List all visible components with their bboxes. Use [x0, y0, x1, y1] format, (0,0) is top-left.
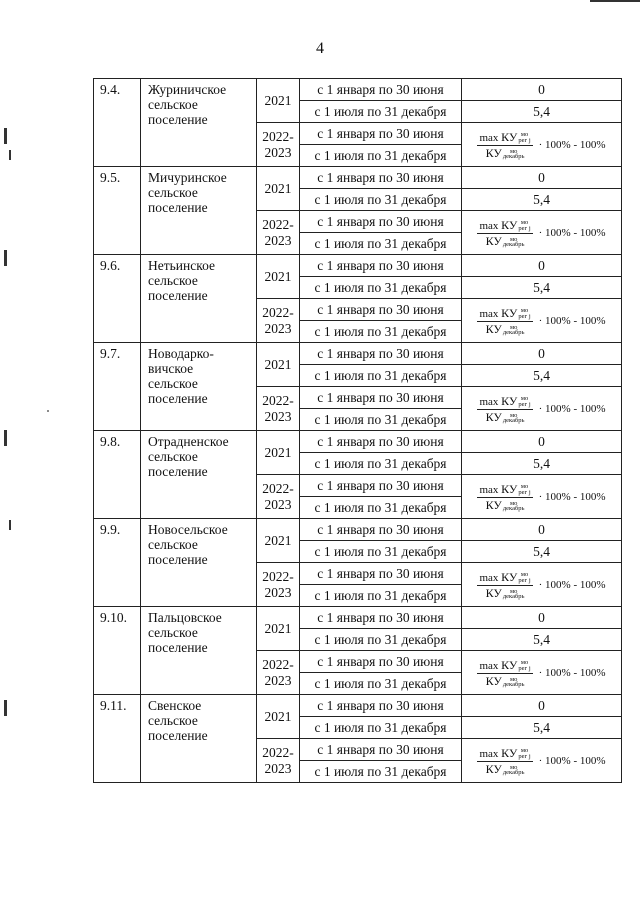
period-h1: с 1 января по 30 июня — [300, 79, 462, 101]
settlement-name: Отрадненское сельское поселение — [141, 431, 257, 519]
scan-edge-mark — [4, 430, 7, 446]
formula-sup: мо — [509, 675, 518, 683]
period-h1: с 1 января по 30 июня — [300, 387, 462, 409]
formula-ku: КУ — [501, 305, 518, 320]
row-number: 9.7. — [94, 343, 141, 431]
table-row — [94, 79, 622, 101]
year-2022-2023: 2022- 2023 — [257, 651, 300, 695]
value-h2: 5,4 — [462, 541, 622, 563]
formula-sub-reg: рег j — [518, 225, 531, 233]
formula-max: max — [479, 659, 499, 672]
formula-sub-december: декабрь — [502, 681, 525, 689]
table-row — [94, 343, 622, 365]
table-row — [94, 255, 622, 277]
formula-ku: КУ — [501, 481, 518, 496]
formula-sup: мо — [509, 411, 518, 419]
scan-edge-mark — [4, 128, 7, 144]
period-h2: с 1 июля по 31 декабря — [300, 321, 462, 343]
value-h1: 0 — [462, 431, 622, 453]
formula-max: max — [479, 571, 499, 584]
period-h2: с 1 июля по 31 декабря — [300, 673, 462, 695]
formula-ku: КУ — [485, 322, 502, 336]
formula-tail: · 100% - 100% — [538, 667, 606, 680]
formula-sup: мо — [520, 131, 529, 139]
row-number: 9.6. — [94, 255, 141, 343]
value-h2: 5,4 — [462, 629, 622, 651]
table-row — [94, 519, 622, 541]
period-h1: с 1 января по 30 июня — [300, 607, 462, 629]
row-number: 9.4. — [94, 79, 141, 167]
period-h2: с 1 июля по 31 декабря — [300, 101, 462, 123]
period-h2: с 1 июля по 31 декабря — [300, 761, 462, 783]
period-h2: с 1 июля по 31 декабря — [300, 717, 462, 739]
period-h1: с 1 января по 30 июня — [300, 431, 462, 453]
formula-sub-reg: рег j — [518, 489, 531, 497]
period-h1: с 1 января по 30 июня — [300, 123, 462, 145]
index-formula — [462, 475, 622, 519]
period-h2: с 1 июля по 31 декабря — [300, 277, 462, 299]
formula-tail: · 100% - 100% — [538, 579, 606, 592]
settlement-name: Журиничское сельское поселение — [141, 79, 257, 167]
index-formula — [462, 563, 622, 607]
index-formula — [462, 211, 622, 255]
value-h1: 0 — [462, 607, 622, 629]
settlement-name: Свенское сельское поселение — [141, 695, 257, 783]
formula-sub-reg: рег j — [518, 137, 531, 145]
period-h1: с 1 января по 30 июня — [300, 475, 462, 497]
settlement-name: Нетьинское сельское поселение — [141, 255, 257, 343]
formula-sup: мо — [520, 571, 529, 579]
formula-sup: мо — [509, 587, 518, 595]
year-2022-2023: 2022- 2023 — [257, 475, 300, 519]
index-formula — [462, 299, 622, 343]
period-h2: с 1 июля по 31 декабря — [300, 409, 462, 431]
formula-tail: · 100% - 100% — [538, 315, 606, 328]
formula-tail: · 100% - 100% — [538, 755, 606, 768]
year-2022-2023: 2022- 2023 — [257, 211, 300, 255]
formula-sub-december: декабрь — [502, 769, 525, 777]
formula-sub-december: декабрь — [502, 329, 525, 337]
period-h1: с 1 января по 30 июня — [300, 211, 462, 233]
row-number: 9.5. — [94, 167, 141, 255]
value-h1: 0 — [462, 695, 622, 717]
formula-tail: · 100% - 100% — [538, 491, 606, 504]
formula-max: max — [479, 219, 499, 232]
scan-edge-mark — [4, 700, 7, 716]
settlement-name: Мичуринское сельское поселение — [141, 167, 257, 255]
formula-tail: · 100% - 100% — [538, 139, 606, 152]
table-row — [94, 607, 622, 629]
period-h1: с 1 января по 30 июня — [300, 563, 462, 585]
period-h2: с 1 июля по 31 декабря — [300, 189, 462, 211]
formula-ku: КУ — [501, 745, 518, 760]
value-h2: 5,4 — [462, 453, 622, 475]
value-h1: 0 — [462, 167, 622, 189]
year-2021: 2021 — [257, 607, 300, 651]
formula-sup: мо — [509, 499, 518, 507]
value-h2: 5,4 — [462, 189, 622, 211]
tariff-table — [93, 78, 622, 783]
period-h2: с 1 июля по 31 декабря — [300, 541, 462, 563]
formula-max: max — [479, 747, 499, 760]
year-2021: 2021 — [257, 431, 300, 475]
formula-sub-reg: рег j — [518, 401, 531, 409]
formula-sub-december: декабрь — [502, 417, 525, 425]
formula-ku: КУ — [501, 129, 518, 144]
year-2021: 2021 — [257, 167, 300, 211]
formula-sub-december: декабрь — [502, 505, 525, 513]
tariff-table-body — [94, 79, 622, 783]
scan-edge-mark — [9, 520, 11, 530]
formula-sup: мо — [520, 747, 529, 755]
formula-sub-december: декабрь — [502, 593, 525, 601]
index-formula — [462, 387, 622, 431]
formula-sup: мо — [509, 147, 518, 155]
index-formula — [462, 651, 622, 695]
formula-sup: мо — [509, 763, 518, 771]
year-2021: 2021 — [257, 255, 300, 299]
year-2021: 2021 — [257, 519, 300, 563]
formula-sub-december: декабрь — [502, 241, 525, 249]
value-h1: 0 — [462, 343, 622, 365]
row-number: 9.11. — [94, 695, 141, 783]
table-row — [94, 695, 622, 717]
page-number: 4 — [316, 40, 324, 57]
period-h1: с 1 января по 30 июня — [300, 167, 462, 189]
value-h2: 5,4 — [462, 365, 622, 387]
formula-max: max — [479, 131, 499, 144]
period-h1: с 1 января по 30 июня — [300, 695, 462, 717]
formula-sup: мо — [520, 219, 529, 227]
scan-edge-mark — [4, 250, 7, 266]
row-number: 9.9. — [94, 519, 141, 607]
formula-tail: · 100% - 100% — [538, 403, 606, 416]
table-row — [94, 167, 622, 189]
period-h1: с 1 января по 30 июня — [300, 343, 462, 365]
period-h1: с 1 января по 30 июня — [300, 651, 462, 673]
formula-ku: КУ — [501, 393, 518, 408]
formula-sup: мо — [520, 659, 529, 667]
period-h2: с 1 июля по 31 декабря — [300, 365, 462, 387]
table-row — [94, 431, 622, 453]
settlement-name: Пальцовское сельское поселение — [141, 607, 257, 695]
formula-sub-reg: рег j — [518, 753, 531, 761]
formula-ku: КУ — [485, 146, 502, 160]
formula-ku: КУ — [485, 674, 502, 688]
formula-ku: КУ — [485, 410, 502, 424]
formula-sup: мо — [520, 307, 529, 315]
formula-max: max — [479, 307, 499, 320]
value-h1: 0 — [462, 519, 622, 541]
formula-sup: мо — [509, 323, 518, 331]
formula-ku: КУ — [485, 762, 502, 776]
index-formula — [462, 739, 622, 783]
year-2022-2023: 2022- 2023 — [257, 387, 300, 431]
period-h1: с 1 января по 30 июня — [300, 519, 462, 541]
formula-ku: КУ — [501, 657, 518, 672]
formula-ku: КУ — [485, 234, 502, 248]
value-h2: 5,4 — [462, 277, 622, 299]
year-2022-2023: 2022- 2023 — [257, 299, 300, 343]
formula-max: max — [479, 395, 499, 408]
period-h2: с 1 июля по 31 декабря — [300, 497, 462, 519]
value-h2: 5,4 — [462, 101, 622, 123]
period-h1: с 1 января по 30 июня — [300, 255, 462, 277]
year-2022-2023: 2022- 2023 — [257, 739, 300, 783]
year-2021: 2021 — [257, 79, 300, 123]
year-2021: 2021 — [257, 343, 300, 387]
row-number: 9.8. — [94, 431, 141, 519]
period-h2: с 1 июля по 31 декабря — [300, 629, 462, 651]
value-h2: 5,4 — [462, 717, 622, 739]
period-h2: с 1 июля по 31 декабря — [300, 233, 462, 255]
period-h2: с 1 июля по 31 декабря — [300, 145, 462, 167]
formula-sup: мо — [509, 235, 518, 243]
formula-sub-reg: рег j — [518, 313, 531, 321]
formula-ku: КУ — [501, 569, 518, 584]
formula-max: max — [479, 483, 499, 496]
formula-sub-december: декабрь — [502, 153, 525, 161]
value-h1: 0 — [462, 255, 622, 277]
period-h1: с 1 января по 30 июня — [300, 299, 462, 321]
value-h1: 0 — [462, 79, 622, 101]
formula-sup: мо — [520, 483, 529, 491]
year-2022-2023: 2022- 2023 — [257, 123, 300, 167]
formula-sub-reg: рег j — [518, 577, 531, 585]
period-h1: с 1 января по 30 июня — [300, 739, 462, 761]
formula-ku: КУ — [501, 217, 518, 232]
settlement-name: Новосельское сельское поселение — [141, 519, 257, 607]
year-2021: 2021 — [257, 695, 300, 739]
formula-ku: КУ — [485, 586, 502, 600]
formula-sup: мо — [520, 395, 529, 403]
formula-ku: КУ — [485, 498, 502, 512]
formula-tail: · 100% - 100% — [538, 227, 606, 240]
index-formula — [462, 123, 622, 167]
row-number: 9.10. — [94, 607, 141, 695]
period-h2: с 1 июля по 31 декабря — [300, 453, 462, 475]
scan-edge-mark — [9, 150, 11, 160]
scan-edge-mark-top — [590, 0, 640, 2]
formula-sub-reg: рег j — [518, 665, 531, 673]
period-h2: с 1 июля по 31 декабря — [300, 585, 462, 607]
year-2022-2023: 2022- 2023 — [257, 563, 300, 607]
settlement-name: Новодарко- вичское сельское поселение — [141, 343, 257, 431]
scan-dust-dot — [47, 410, 49, 412]
